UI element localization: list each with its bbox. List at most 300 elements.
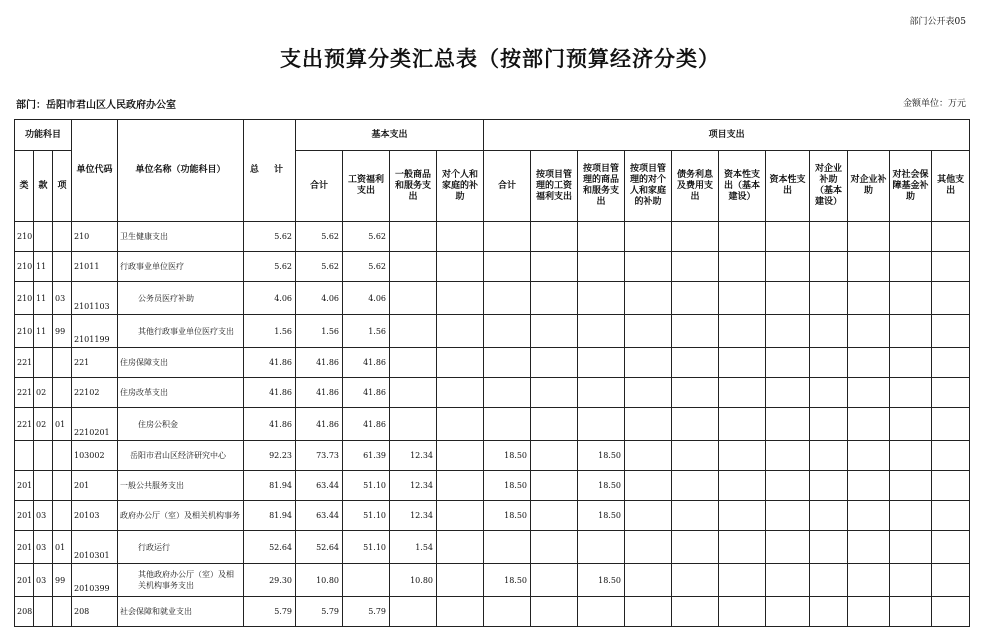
cell-unit-name: 卫生健康支出 bbox=[118, 222, 244, 252]
cell-unit-name: 住房保障支出 bbox=[118, 348, 244, 378]
cell-empty bbox=[625, 378, 672, 408]
cell-empty bbox=[932, 282, 970, 315]
cell-unit-name: 公务员医疗补助 bbox=[118, 282, 244, 315]
cell-project-goods bbox=[578, 282, 625, 315]
cell-basic-family bbox=[437, 471, 484, 501]
cell-basic-wage: 41.86 bbox=[343, 348, 390, 378]
cell-basic-goods bbox=[390, 348, 437, 378]
cell-xiang bbox=[53, 471, 72, 501]
cell-empty bbox=[848, 348, 890, 378]
cell-xiang bbox=[53, 597, 72, 627]
cell-basic-family bbox=[437, 564, 484, 597]
cell-empty bbox=[932, 471, 970, 501]
cell-project-goods: 18.50 bbox=[578, 441, 625, 471]
cell-empty bbox=[766, 501, 810, 531]
cell-unit-code: 2010399 bbox=[72, 564, 118, 597]
cell-empty bbox=[766, 564, 810, 597]
cell-project-goods bbox=[578, 222, 625, 252]
header-xiang: 项 bbox=[53, 151, 72, 222]
cell-empty bbox=[719, 378, 766, 408]
cell-empty bbox=[766, 441, 810, 471]
cell-project-total bbox=[484, 408, 531, 441]
department-label: 部门：岳阳市君山区人民政府办公室 bbox=[16, 100, 176, 111]
table-row bbox=[15, 471, 970, 501]
cell-basic-goods bbox=[390, 282, 437, 315]
cell-kuan bbox=[34, 441, 53, 471]
table-row bbox=[15, 282, 970, 315]
cell-basic-wage: 51.10 bbox=[343, 531, 390, 564]
cell-basic-total: 10.80 bbox=[296, 564, 343, 597]
cell-xiang bbox=[53, 252, 72, 282]
cell-project-goods bbox=[578, 378, 625, 408]
cell-lei: 210 bbox=[15, 252, 34, 282]
cell-basic-wage: 5.79 bbox=[343, 597, 390, 627]
cell-empty bbox=[890, 501, 932, 531]
cell-empty bbox=[932, 531, 970, 564]
cell-project-goods: 18.50 bbox=[578, 564, 625, 597]
cell-empty bbox=[719, 564, 766, 597]
cell-empty bbox=[625, 471, 672, 501]
cell-basic-goods: 12.34 bbox=[390, 471, 437, 501]
cell-empty bbox=[890, 441, 932, 471]
cell-total: 41.86 bbox=[244, 348, 296, 378]
cell-empty bbox=[766, 222, 810, 252]
corner-table-label: 部门公开表05 bbox=[909, 17, 966, 27]
cell-basic-family bbox=[437, 408, 484, 441]
cell-empty bbox=[810, 471, 848, 501]
cell-lei: 221 bbox=[15, 348, 34, 378]
cell-empty bbox=[890, 471, 932, 501]
cell-unit-name: 住房公积金 bbox=[118, 408, 244, 441]
cell-kuan bbox=[34, 222, 53, 252]
cell-unit-code: 103002 bbox=[72, 441, 118, 471]
cell-unit-name: 政府办公厅（室）及相关机构事务 bbox=[118, 501, 244, 531]
cell-unit-name: 住房改革支出 bbox=[118, 378, 244, 408]
cell-unit-name: 岳阳市君山区经济研究中心 bbox=[118, 441, 244, 471]
cell-project-total bbox=[484, 282, 531, 315]
cell-total: 41.86 bbox=[244, 378, 296, 408]
cell-basic-goods bbox=[390, 408, 437, 441]
cell-project-wage bbox=[531, 501, 578, 531]
cell-basic-wage: 4.06 bbox=[343, 282, 390, 315]
cell-basic-total: 63.44 bbox=[296, 471, 343, 501]
cell-empty bbox=[766, 315, 810, 348]
cell-basic-wage bbox=[343, 564, 390, 597]
cell-empty bbox=[719, 315, 766, 348]
header-project-col: 按项目管理的工资福利支出 bbox=[531, 151, 578, 222]
cell-basic-family bbox=[437, 315, 484, 348]
table-row bbox=[15, 531, 970, 564]
cell-empty bbox=[719, 408, 766, 441]
header-basic-expense: 基本支出 bbox=[296, 120, 484, 151]
cell-empty bbox=[932, 408, 970, 441]
cell-empty bbox=[672, 282, 719, 315]
cell-empty bbox=[625, 315, 672, 348]
cell-empty bbox=[848, 501, 890, 531]
table-row bbox=[15, 315, 970, 348]
cell-unit-code: 201 bbox=[72, 471, 118, 501]
cell-basic-total: 5.62 bbox=[296, 222, 343, 252]
page-title: 支出预算分类汇总表（按部门预算经济分类） bbox=[280, 47, 720, 71]
cell-basic-goods bbox=[390, 222, 437, 252]
cell-empty bbox=[848, 378, 890, 408]
cell-empty bbox=[719, 282, 766, 315]
header-project-col: 资本性支出 bbox=[766, 151, 810, 222]
header-func-subject: 功能科目 bbox=[15, 120, 72, 151]
header-project-col: 按项目管理的对个人和家庭的补助 bbox=[625, 151, 672, 222]
cell-empty bbox=[766, 597, 810, 627]
cell-empty bbox=[890, 378, 932, 408]
cell-unit-code: 210 bbox=[72, 222, 118, 252]
cell-xiang: 99 bbox=[53, 564, 72, 597]
cell-empty bbox=[848, 531, 890, 564]
cell-project-goods: 18.50 bbox=[578, 501, 625, 531]
cell-empty bbox=[848, 471, 890, 501]
cell-basic-goods bbox=[390, 252, 437, 282]
cell-empty bbox=[932, 564, 970, 597]
cell-kuan: 03 bbox=[34, 564, 53, 597]
cell-project-total: 18.50 bbox=[484, 441, 531, 471]
cell-project-total bbox=[484, 315, 531, 348]
cell-basic-family bbox=[437, 441, 484, 471]
cell-xiang: 01 bbox=[53, 408, 72, 441]
cell-kuan: 11 bbox=[34, 252, 53, 282]
cell-empty bbox=[932, 441, 970, 471]
cell-empty bbox=[810, 408, 848, 441]
cell-xiang bbox=[53, 501, 72, 531]
cell-project-total bbox=[484, 378, 531, 408]
cell-basic-family bbox=[437, 378, 484, 408]
table-row bbox=[15, 564, 970, 597]
cell-basic-wage: 5.62 bbox=[343, 222, 390, 252]
expense-summary-table bbox=[14, 119, 970, 627]
cell-unit-name: 其他行政事业单位医疗支出 bbox=[118, 315, 244, 348]
cell-total: 1.56 bbox=[244, 315, 296, 348]
cell-empty bbox=[625, 597, 672, 627]
cell-empty bbox=[848, 252, 890, 282]
cell-kuan: 02 bbox=[34, 408, 53, 441]
cell-total: 81.94 bbox=[244, 501, 296, 531]
cell-basic-goods: 1.54 bbox=[390, 531, 437, 564]
cell-basic-goods: 10.80 bbox=[390, 564, 437, 597]
cell-basic-total: 4.06 bbox=[296, 282, 343, 315]
cell-empty bbox=[810, 315, 848, 348]
cell-empty bbox=[672, 408, 719, 441]
cell-unit-code: 2101199 bbox=[72, 315, 118, 348]
cell-basic-total: 52.64 bbox=[296, 531, 343, 564]
cell-empty bbox=[932, 252, 970, 282]
cell-empty bbox=[848, 315, 890, 348]
cell-empty bbox=[810, 564, 848, 597]
cell-basic-wage: 51.10 bbox=[343, 471, 390, 501]
header-project-col: 按项目管理的商品和服务支出 bbox=[578, 151, 625, 222]
cell-basic-goods bbox=[390, 597, 437, 627]
cell-basic-goods: 12.34 bbox=[390, 441, 437, 471]
cell-empty bbox=[672, 531, 719, 564]
cell-xiang: 03 bbox=[53, 282, 72, 315]
header-project-col: 资本性支出（基本建设） bbox=[719, 151, 766, 222]
cell-empty bbox=[848, 564, 890, 597]
cell-basic-total: 73.73 bbox=[296, 441, 343, 471]
cell-xiang bbox=[53, 222, 72, 252]
cell-xiang bbox=[53, 441, 72, 471]
header-kuan: 款 bbox=[34, 151, 53, 222]
cell-lei: 201 bbox=[15, 564, 34, 597]
cell-lei: 201 bbox=[15, 471, 34, 501]
cell-empty bbox=[932, 222, 970, 252]
cell-empty bbox=[719, 501, 766, 531]
cell-project-total bbox=[484, 531, 531, 564]
header-project-col: 合计 bbox=[484, 151, 531, 222]
cell-empty bbox=[810, 222, 848, 252]
table-row bbox=[15, 597, 970, 627]
cell-lei: 201 bbox=[15, 501, 34, 531]
cell-basic-wage: 61.39 bbox=[343, 441, 390, 471]
cell-empty bbox=[625, 282, 672, 315]
cell-kuan: 11 bbox=[34, 315, 53, 348]
cell-project-goods bbox=[578, 252, 625, 282]
cell-empty bbox=[810, 597, 848, 627]
cell-empty bbox=[672, 564, 719, 597]
cell-lei: 210 bbox=[15, 222, 34, 252]
cell-empty bbox=[672, 471, 719, 501]
table-row bbox=[15, 348, 970, 378]
cell-project-total: 18.50 bbox=[484, 471, 531, 501]
cell-kuan bbox=[34, 348, 53, 378]
cell-unit-code: 2010301 bbox=[72, 531, 118, 564]
cell-total: 81.94 bbox=[244, 471, 296, 501]
cell-empty bbox=[890, 222, 932, 252]
cell-basic-wage: 5.62 bbox=[343, 252, 390, 282]
cell-basic-family bbox=[437, 252, 484, 282]
cell-empty bbox=[890, 597, 932, 627]
cell-empty bbox=[848, 441, 890, 471]
cell-empty bbox=[672, 378, 719, 408]
cell-empty bbox=[625, 501, 672, 531]
header-unit-name: 单位名称（功能科目） bbox=[118, 120, 244, 222]
cell-empty bbox=[810, 531, 848, 564]
cell-empty bbox=[766, 531, 810, 564]
cell-project-wage bbox=[531, 315, 578, 348]
cell-kuan: 02 bbox=[34, 378, 53, 408]
amount-unit-label: 金额单位：万元 bbox=[902, 99, 966, 109]
table-row bbox=[15, 501, 970, 531]
cell-lei: 221 bbox=[15, 408, 34, 441]
cell-lei: 210 bbox=[15, 315, 34, 348]
cell-project-goods bbox=[578, 348, 625, 378]
cell-total: 92.23 bbox=[244, 441, 296, 471]
cell-basic-family bbox=[437, 282, 484, 315]
cell-basic-family bbox=[437, 597, 484, 627]
cell-empty bbox=[890, 348, 932, 378]
header-basic-col: 一般商品和服务支出 bbox=[390, 151, 437, 222]
cell-empty bbox=[890, 408, 932, 441]
cell-empty bbox=[672, 222, 719, 252]
cell-unit-name: 社会保障和就业支出 bbox=[118, 597, 244, 627]
cell-basic-goods: 12.34 bbox=[390, 501, 437, 531]
header-total: 总 计 bbox=[244, 120, 296, 222]
cell-project-goods bbox=[578, 531, 625, 564]
cell-project-total bbox=[484, 252, 531, 282]
cell-empty bbox=[890, 315, 932, 348]
cell-empty bbox=[890, 282, 932, 315]
cell-project-total bbox=[484, 222, 531, 252]
cell-project-wage bbox=[531, 564, 578, 597]
table-row bbox=[15, 222, 970, 252]
header-basic-col: 工资福利支出 bbox=[343, 151, 390, 222]
cell-basic-family bbox=[437, 531, 484, 564]
cell-project-wage bbox=[531, 471, 578, 501]
cell-total: 52.64 bbox=[244, 531, 296, 564]
cell-lei: 210 bbox=[15, 282, 34, 315]
cell-empty bbox=[625, 564, 672, 597]
cell-basic-total: 63.44 bbox=[296, 501, 343, 531]
cell-project-total: 18.50 bbox=[484, 501, 531, 531]
cell-total: 5.79 bbox=[244, 597, 296, 627]
cell-basic-wage: 41.86 bbox=[343, 378, 390, 408]
cell-empty bbox=[719, 471, 766, 501]
cell-project-wage bbox=[531, 348, 578, 378]
cell-empty bbox=[848, 282, 890, 315]
cell-basic-goods bbox=[390, 315, 437, 348]
table-row bbox=[15, 441, 970, 471]
cell-empty bbox=[672, 315, 719, 348]
cell-empty bbox=[672, 348, 719, 378]
cell-basic-wage: 41.86 bbox=[343, 408, 390, 441]
cell-lei: 201 bbox=[15, 531, 34, 564]
cell-lei: 208 bbox=[15, 597, 34, 627]
header-basic-col: 对个人和家庭的补助 bbox=[437, 151, 484, 222]
cell-empty bbox=[766, 282, 810, 315]
cell-basic-total: 1.56 bbox=[296, 315, 343, 348]
cell-empty bbox=[932, 315, 970, 348]
cell-total: 5.62 bbox=[244, 222, 296, 252]
table-row bbox=[15, 378, 970, 408]
cell-project-goods bbox=[578, 597, 625, 627]
cell-empty bbox=[810, 282, 848, 315]
cell-total: 4.06 bbox=[244, 282, 296, 315]
header-project-col: 对企业补助（基本建设） bbox=[810, 151, 848, 222]
cell-empty bbox=[625, 441, 672, 471]
cell-empty bbox=[848, 597, 890, 627]
cell-unit-name: 一般公共服务支出 bbox=[118, 471, 244, 501]
cell-lei bbox=[15, 441, 34, 471]
cell-empty bbox=[719, 531, 766, 564]
cell-unit-code: 21011 bbox=[72, 252, 118, 282]
cell-xiang bbox=[53, 378, 72, 408]
cell-empty bbox=[625, 222, 672, 252]
table-row bbox=[15, 252, 970, 282]
cell-basic-wage: 51.10 bbox=[343, 501, 390, 531]
cell-xiang: 99 bbox=[53, 315, 72, 348]
cell-project-wage bbox=[531, 531, 578, 564]
header-project-expense: 项目支出 bbox=[484, 120, 970, 151]
cell-unit-code: 22102 bbox=[72, 378, 118, 408]
cell-empty bbox=[719, 222, 766, 252]
cell-project-total: 18.50 bbox=[484, 564, 531, 597]
cell-basic-wage: 1.56 bbox=[343, 315, 390, 348]
cell-empty bbox=[890, 564, 932, 597]
cell-lei: 221 bbox=[15, 378, 34, 408]
cell-basic-total: 5.79 bbox=[296, 597, 343, 627]
cell-empty bbox=[719, 441, 766, 471]
cell-empty bbox=[810, 441, 848, 471]
cell-kuan bbox=[34, 471, 53, 501]
cell-project-total bbox=[484, 348, 531, 378]
cell-project-goods: 18.50 bbox=[578, 471, 625, 501]
cell-project-wage bbox=[531, 378, 578, 408]
cell-empty bbox=[932, 501, 970, 531]
cell-project-wage bbox=[531, 222, 578, 252]
cell-empty bbox=[672, 501, 719, 531]
cell-empty bbox=[672, 252, 719, 282]
header-project-col: 对社会保障基金补助 bbox=[890, 151, 932, 222]
cell-unit-code: 2101103 bbox=[72, 282, 118, 315]
cell-empty bbox=[932, 348, 970, 378]
cell-basic-total: 41.86 bbox=[296, 348, 343, 378]
cell-empty bbox=[810, 501, 848, 531]
cell-empty bbox=[672, 597, 719, 627]
cell-project-wage bbox=[531, 408, 578, 441]
table-row bbox=[15, 408, 970, 441]
cell-kuan: 03 bbox=[34, 531, 53, 564]
cell-total: 41.86 bbox=[244, 408, 296, 441]
cell-empty bbox=[719, 252, 766, 282]
cell-xiang: 01 bbox=[53, 531, 72, 564]
cell-unit-code: 20103 bbox=[72, 501, 118, 531]
cell-basic-family bbox=[437, 348, 484, 378]
cell-empty bbox=[625, 252, 672, 282]
cell-empty bbox=[890, 252, 932, 282]
cell-basic-total: 41.86 bbox=[296, 408, 343, 441]
cell-empty bbox=[766, 348, 810, 378]
cell-xiang bbox=[53, 348, 72, 378]
header-project-col: 其他支出 bbox=[932, 151, 970, 222]
cell-basic-family bbox=[437, 501, 484, 531]
cell-project-wage bbox=[531, 282, 578, 315]
cell-project-wage bbox=[531, 597, 578, 627]
cell-total: 5.62 bbox=[244, 252, 296, 282]
cell-empty bbox=[810, 252, 848, 282]
cell-total: 29.30 bbox=[244, 564, 296, 597]
cell-empty bbox=[810, 348, 848, 378]
cell-empty bbox=[672, 441, 719, 471]
cell-empty bbox=[766, 252, 810, 282]
cell-empty bbox=[719, 348, 766, 378]
cell-empty bbox=[625, 348, 672, 378]
cell-kuan bbox=[34, 597, 53, 627]
cell-empty bbox=[848, 408, 890, 441]
header-lei: 类 bbox=[15, 151, 34, 222]
cell-empty bbox=[810, 378, 848, 408]
cell-project-goods bbox=[578, 315, 625, 348]
cell-basic-total: 5.62 bbox=[296, 252, 343, 282]
cell-empty bbox=[848, 222, 890, 252]
cell-project-wage bbox=[531, 441, 578, 471]
cell-empty bbox=[932, 378, 970, 408]
cell-basic-total: 41.86 bbox=[296, 378, 343, 408]
header-project-col: 对企业补助 bbox=[848, 151, 890, 222]
cell-unit-code: 221 bbox=[72, 348, 118, 378]
cell-unit-name: 行政运行 bbox=[118, 531, 244, 564]
cell-empty bbox=[890, 531, 932, 564]
header-project-col: 债务利息及费用支出 bbox=[672, 151, 719, 222]
cell-empty bbox=[719, 597, 766, 627]
cell-basic-family bbox=[437, 222, 484, 252]
cell-unit-code: 2210201 bbox=[72, 408, 118, 441]
cell-project-total bbox=[484, 597, 531, 627]
cell-empty bbox=[766, 378, 810, 408]
